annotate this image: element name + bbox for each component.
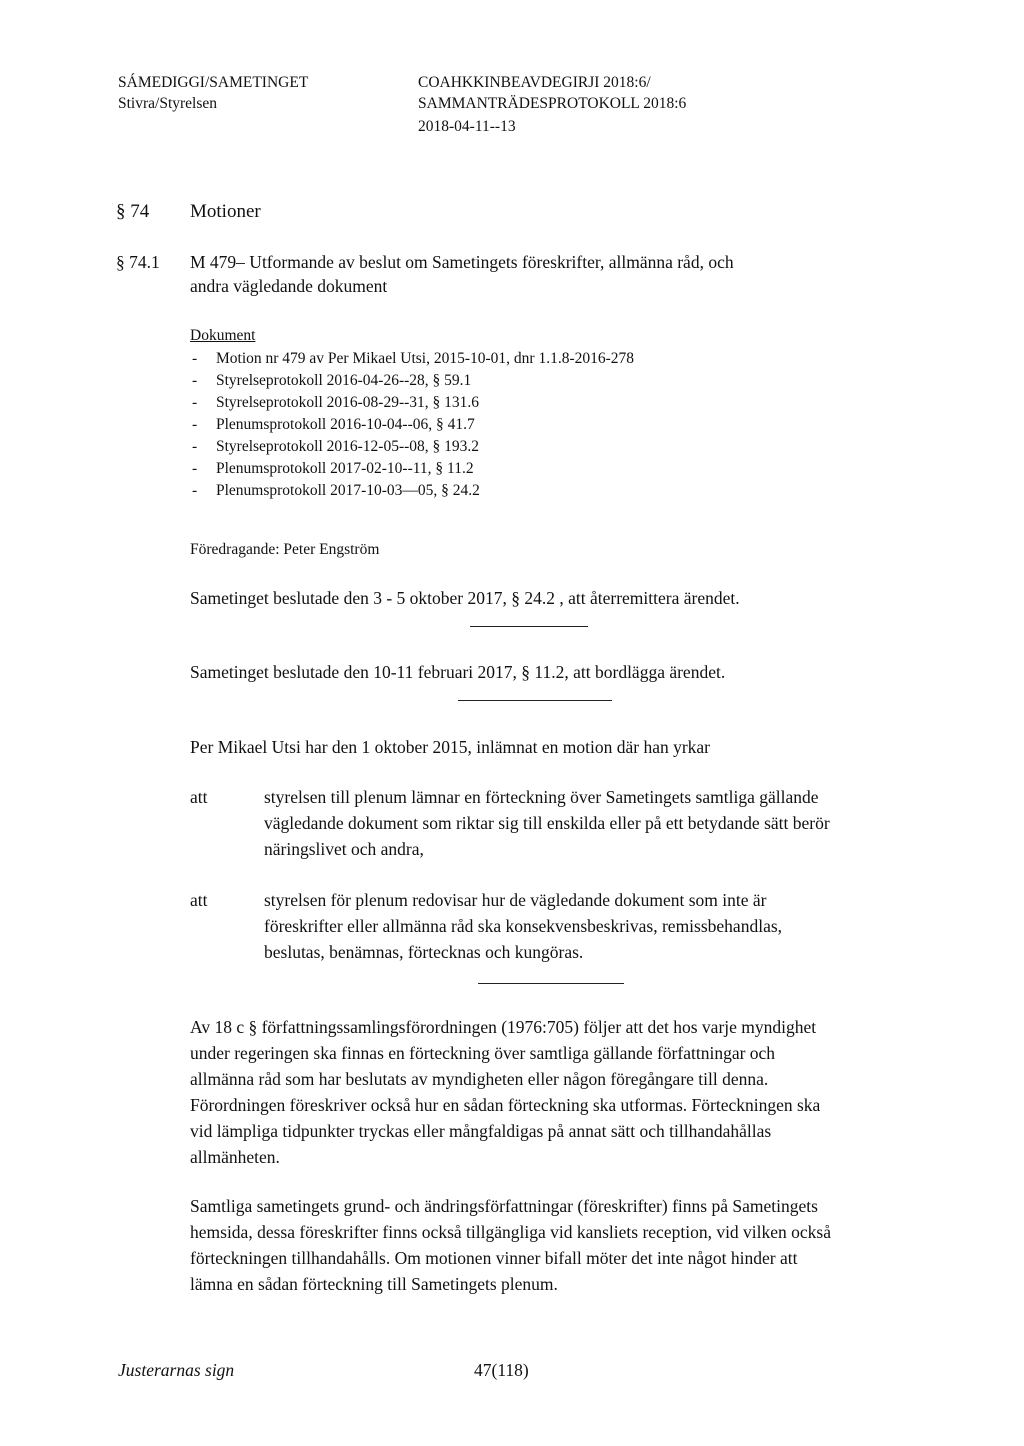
motion-intro: Per Mikael Utsi har den 1 oktober 2015, inlämnat en motion där han yrkar xyxy=(190,737,711,757)
paragraph-line: Samtliga sametingets grund- och ändringsförfattningar (föreskrifter) finns på Sametingets xyxy=(190,1196,818,1216)
section-number: § 74 xyxy=(116,201,150,222)
document-item-text: Plenumsprotokoll 2017-10-03—05, § 24.2 xyxy=(216,482,480,499)
subsection-title-line1: M 479– Utformande av beslut om Sametingets föreskrifter, allmänna råd, och xyxy=(190,252,734,272)
document-item-text: Motion nr 479 av Per Mikael Utsi, 2015-10-01, dnr 1.1.8-2016-278 xyxy=(216,350,635,367)
claim-line: näringslivet och andra, xyxy=(264,839,424,859)
claim-line: styrelsen för plenum redovisar hur de vägledande dokument som inte är xyxy=(264,890,767,910)
paragraph-line: under regeringen ska finnas en förteckning över samtliga gällande författningar och xyxy=(190,1043,776,1063)
subsection-number: § 74.1 xyxy=(116,252,160,272)
paragraph-line: allmänheten. xyxy=(190,1147,280,1167)
claim-label: att xyxy=(190,890,208,910)
paragraph-line: vid lämpliga tidpunkter tryckas eller mångfaldigas på annat sätt och tillhandahållas xyxy=(190,1121,772,1141)
header-org-line2: Stivra/Styrelsen xyxy=(118,95,218,112)
claim-text xyxy=(264,887,782,965)
paragraph-ordinance xyxy=(190,1014,820,1170)
document-item xyxy=(192,480,634,502)
paragraph-line: allmänna råd som har beslutats av myndigheten eller någon föregångare till denna. xyxy=(190,1069,769,1089)
decision-1: Sametinget beslutade den 3 - 5 oktober 2017, § 24.2 , att återremittera ärendet. xyxy=(190,588,740,608)
document-item xyxy=(192,370,634,392)
divider xyxy=(470,626,588,627)
paragraph-line: förteckningen tillhandahålls. Om motionen vinner bifall möter det inte något hinder att xyxy=(190,1248,798,1268)
document-item-text: Plenumsprotokoll 2017-02-10--11, § 11.2 xyxy=(216,460,474,477)
divider xyxy=(478,983,624,984)
claim-label: att xyxy=(190,787,208,807)
bullet-dash: - xyxy=(192,350,198,367)
bullet-dash: - xyxy=(192,394,198,411)
decision-2: Sametinget beslutade den 10-11 februari 2017, § 11.2, att bordlägga ärendet. xyxy=(190,662,726,682)
claim-line: vägledande dokument som riktar sig till enskilda eller på ett betydande sätt berör xyxy=(264,813,830,833)
claim-line: styrelsen till plenum lämnar en förteckning över Sametingets samtliga gällande xyxy=(264,787,819,807)
bullet-dash: - xyxy=(192,482,198,499)
presenter: Föredragande: Peter Engström xyxy=(190,541,380,558)
paragraph-line: Förordningen föreskriver också hur en sådan förteckning ska utformas. Förteckningen ska xyxy=(190,1095,821,1115)
bullet-dash: - xyxy=(192,438,198,455)
documents-list xyxy=(192,348,634,502)
paragraph-line: hemsida, dessa föreskrifter finns också tillgängliga vid kansliets reception, vid vilken också xyxy=(190,1222,832,1242)
bullet-dash: - xyxy=(192,416,198,433)
paragraph-line: Av 18 c § författningssamlingsförordningen (1976:705) följer att det hos varje myndighet xyxy=(190,1017,817,1037)
document-item xyxy=(192,392,634,414)
claim-text xyxy=(264,784,830,862)
document-item xyxy=(192,348,634,370)
paragraph-regulations xyxy=(190,1193,831,1297)
document-item xyxy=(192,458,634,480)
header-ref-line1: COAHKKINBEAVDEGIRJI 2018:6/ xyxy=(418,74,651,91)
section-title: Motioner xyxy=(190,201,261,222)
header-org-line1: SÁMEDIGGI/SAMETINGET xyxy=(118,74,309,91)
paragraph-line: lämna en sådan förteckning till Sametingets plenum. xyxy=(190,1274,558,1294)
header-ref-line2: SAMMANTRÄDESPROTOKOLL 2018:6 xyxy=(418,95,687,112)
footer-sign-label: Justerarnas sign xyxy=(118,1360,235,1380)
bullet-dash: - xyxy=(192,372,198,389)
claim-line: beslutas, benämnas, förtecknas och kungöras. xyxy=(264,942,584,962)
divider xyxy=(458,700,612,701)
bullet-dash: - xyxy=(192,460,198,477)
claim-line: föreskrifter eller allmänna råd ska konsekvensbeskrivas, remissbehandlas, xyxy=(264,916,783,936)
header-ref-line3: 2018-04-11--13 xyxy=(418,118,516,135)
document-item-text: Styrelseprotokoll 2016-04-26--28, § 59.1 xyxy=(216,372,472,389)
document-item xyxy=(192,414,634,436)
footer-page-number: 47(118) xyxy=(474,1360,529,1380)
document-item-text: Styrelseprotokoll 2016-08-29--31, § 131.6 xyxy=(216,394,480,411)
documents-heading: Dokument xyxy=(190,327,256,344)
document-item-text: Plenumsprotokoll 2016-10-04--06, § 41.7 xyxy=(216,416,475,433)
document-item xyxy=(192,436,634,458)
document-item-text: Styrelseprotokoll 2016-12-05--08, § 193.2 xyxy=(216,438,480,455)
subsection-title-line2: andra vägledande dokument xyxy=(190,276,388,296)
